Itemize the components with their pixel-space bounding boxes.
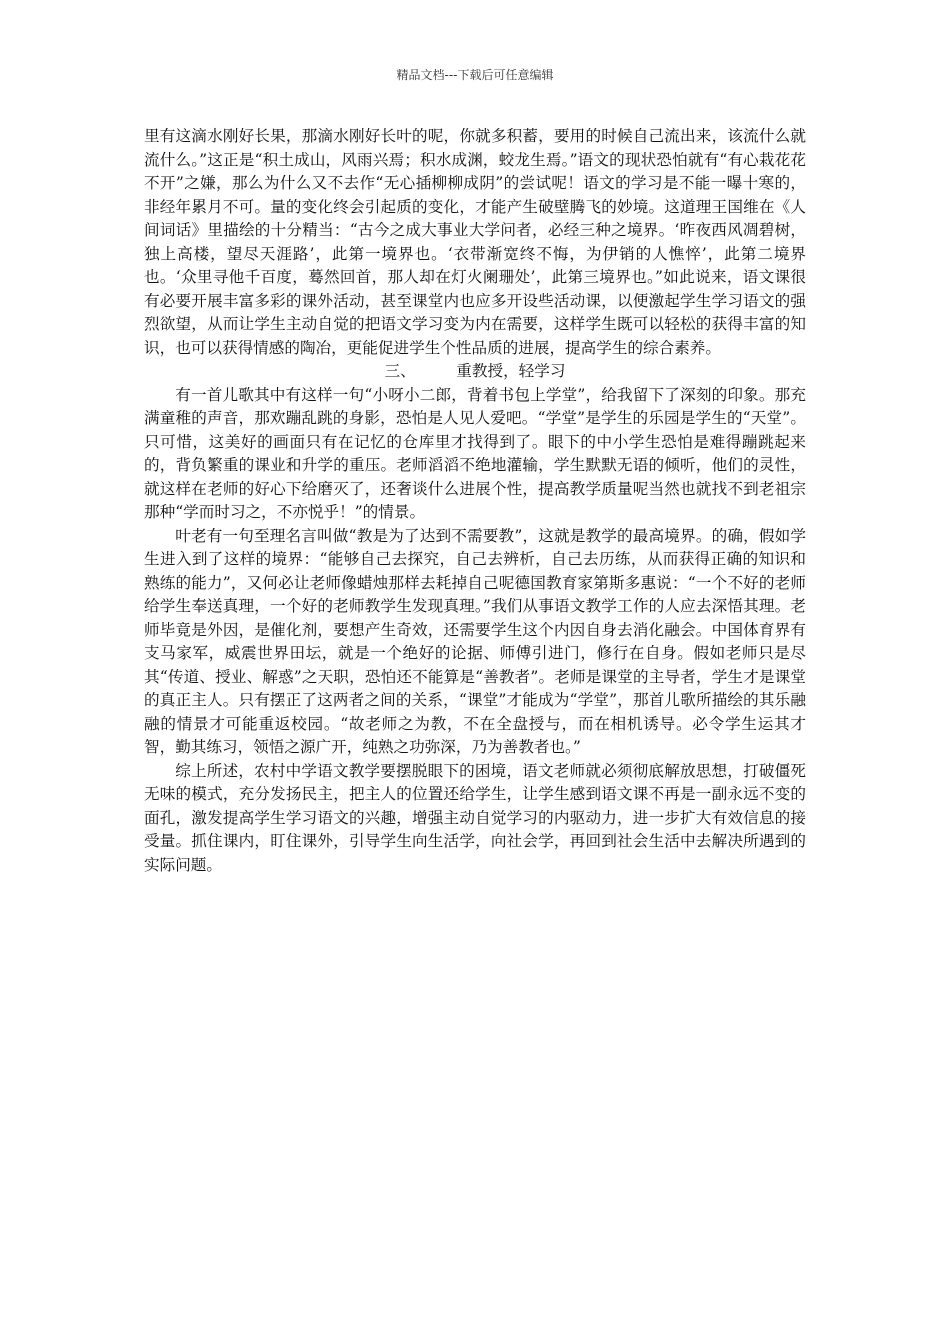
section-heading-number: 三、: [384, 362, 416, 380]
paragraph-ye-lao-quote: 叶老有一句至理名言叫做“教是为了达到不需要教”，这就是教学的最高境界。的确，假如学生进入到了这样的境界：“能够自己去探究，自己去辨析，自己去历练，从而获得正确的知识和熟练的能力”，又何必让老师像蜡烛那样去耗掉自己呢德国教育家第斯多惠说：“一个不好的老师给学生奉送真理，一个好的老师教学生发现真理。”我们从事语文教学工作的人应去深悟其理。老师毕竟是外因，是催化剂，要想产生奇效，还需要学生这个内因自身去消化融会。中国体育界有支马家军，威震世界田坛，就是一个绝好的论据、师傅引进门，修行在自身。假如老师只是尽其“传道、授业、解惑”之天职，恐怕还不能算是“善教者”。老师是课堂的主导者，学生才是课堂的真正主人。只有摆正了这两者之间的关系，“课堂”才能成为“学堂”，那首儿歌所描绘的其乐融融的情景才可能重返校园。“故老师之为教，不在全盘授与，而在相机诱导。必令学生运其才智，勤其练习，领悟之源广开，纯熟之功弥深，乃为善教者也。”: [144, 526, 806, 756]
paragraph-conclusion: 综上所述，农村中学语文教学要摆脱眼下的困境，语文老师就必须彻底解放思想，打破僵死无味的模式，充分发扬民主，把主人的位置还给学生，让学生感到语文课不再是一副永远不变的面孔，激发提高学生学习语文的兴趣，增强主动自觉学习的内驱动力，进一步扩大有效信息的接受量。抓住课内，盯住课外，引导学生向生活学，向社会学，再回到社会生活中去解决所遇到的实际问题。: [144, 761, 806, 874]
page-header: 精品文档---下载后可任意编辑: [396, 68, 554, 82]
paragraph-continuation: 里有这滴水刚好长果，那滴水刚好长叶的呢，你就多积蓄，要用的时候自己流出来，该流什么就流什么。”这正是“积土成山，风雨兴焉；积水成渊，蛟龙生焉。”语文的现状恐怕就有“有心栽花花不开”之嫌，那么为什么又不去作“无心插柳柳成阴”的尝试呢！语文的学习是不能一曝十寒的，非经年累月不可。量的变化终会引起质的变化，才能产生破壁腾飞的妙境。这道理王国维在《人间词话》里描绘的十分精当：“古今之成大事业大学问者，必经三种之境界。‘昨夜西风凋碧树，独上高楼，望尽天涯路’，此第一境界也。‘衣带渐宽终不悔，为伊销的人憔悴’，此第二境界也。‘众里寻他千百度，蓦然回首，那人却在灯火阑珊处’，此第三境界也。”如此说来，语文课很有必要开展丰富多彩的课外活动，甚至课堂内也应多开设些活动课，以便激起学生学习语文的强烈欲望，从而让学生主动自觉的把语文学习变为内在需要，这样学生既可以轻松的获得丰富的知识，也可以获得情感的陶冶，更能促进学生个性品质的进展，提高学生的综合素养。: [144, 127, 806, 357]
section-heading-text: 重教授，轻学习: [456, 362, 566, 380]
paragraph-nursery-rhyme: 有一首儿歌其中有这样一句“小呀小二郎，背着书包上学堂”，给我留下了深刻的印象。那充满童稚的声音，那欢蹦乱跳的身影，恐怕是人见人爱吧。“学堂”是学生的乐园是学生的“天堂”。只可惜，这美好的画面只有在记忆的仓库里才找得到了。眼下的中小学生恐怕是难得蹦跳起来的，背负繁重的课业和升学的重压。老师滔滔不绝地灌输，学生默默无语的倾听，他们的灵性，就这样在老师的好心下给磨灭了，还奢谈什么进展个性，提高教学质量呢当然也就找不到老祖宗那种“学而时习之，不亦悦乎！”的情景。: [144, 385, 806, 521]
document-body: [144, 125, 806, 877]
section-heading: [144, 360, 806, 384]
